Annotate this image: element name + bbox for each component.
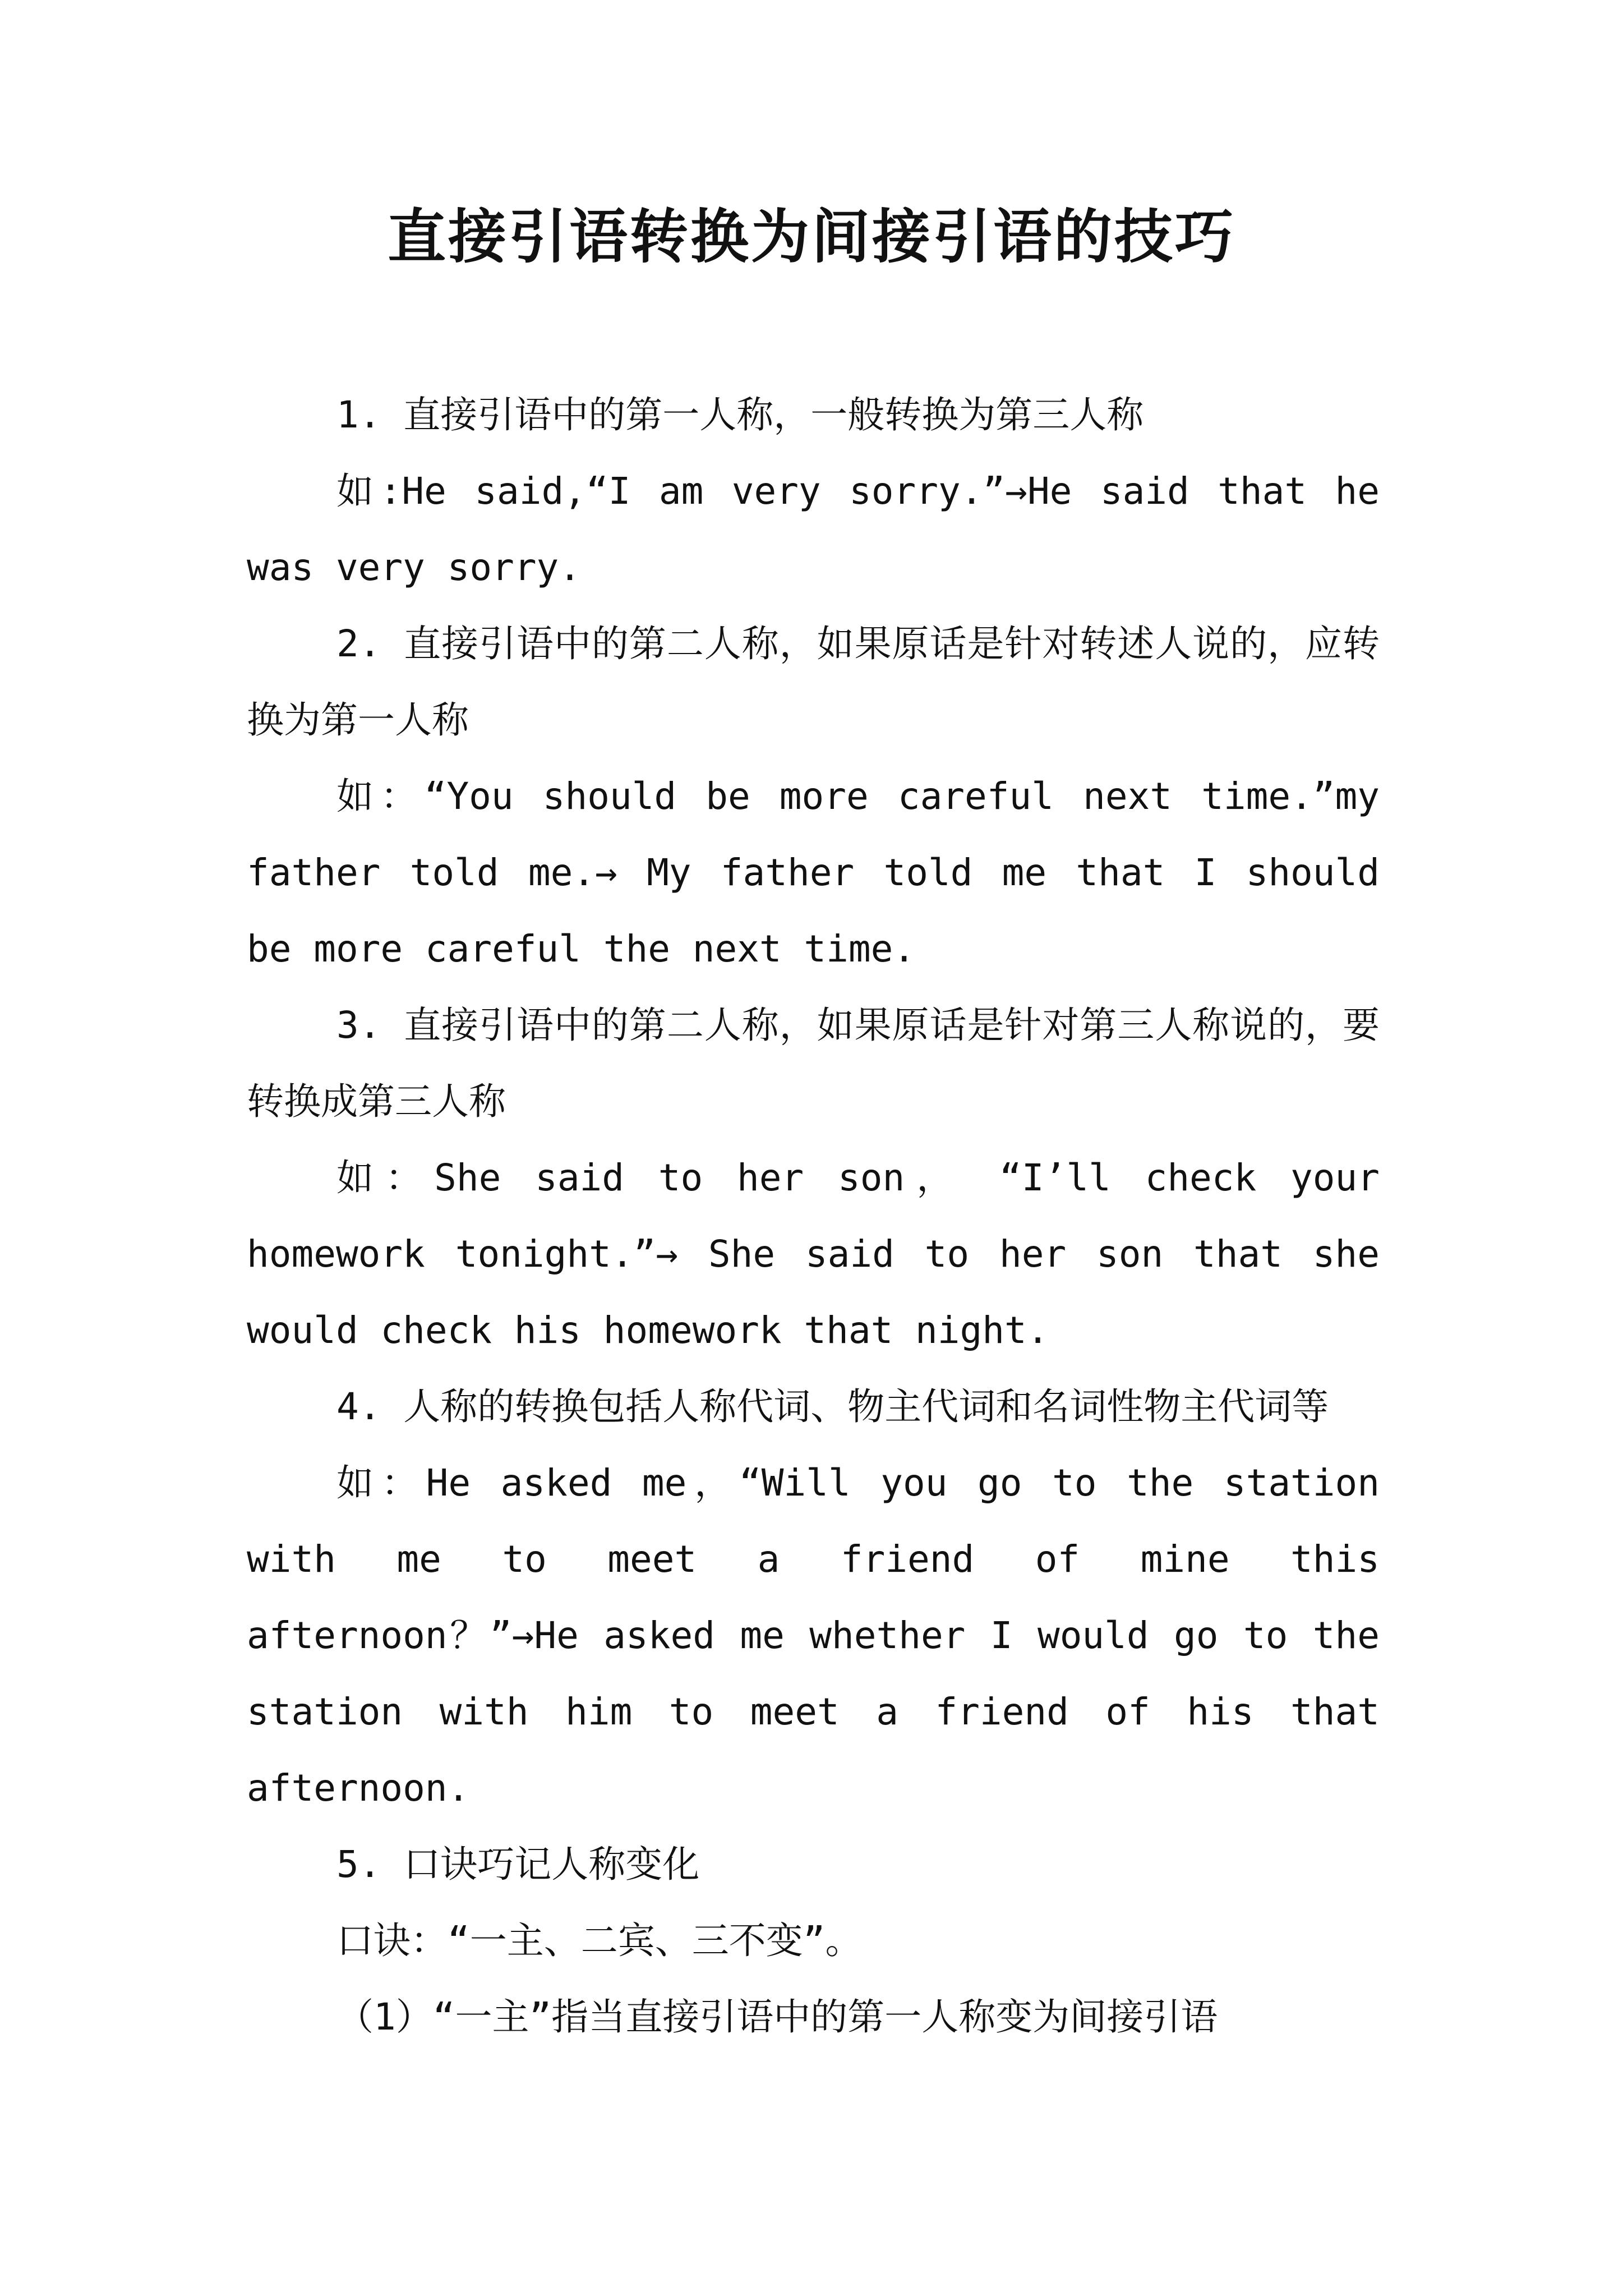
rule-3-example: 如：She said to her son， “I’ll check your homework tonight.”→ She said to her son that she would check his homework that night. bbox=[247, 1156, 1380, 1352]
rule-3-heading: 3. 直接引语中的第二人称，如果原话是针对第三人称说的，要转换成第三人称 bbox=[247, 1004, 1380, 1123]
rule-2-example: 如：“You should be more careful next time.”my father told me.→ My father told me that I should be more careful the next time. bbox=[247, 775, 1380, 970]
document-body bbox=[247, 377, 1380, 2055]
mnemonic-line: 口诀：“一主、二宾、三不变”。 bbox=[336, 1919, 863, 1962]
mnemonic-item-1: （1）“一主”指当直接引语中的第一人称变为间接引语 bbox=[336, 1995, 1218, 2039]
document-title: 直接引语转换为间接引语的技巧 bbox=[387, 202, 1235, 271]
rule-4-example: 如：He asked me，“Will you go to the station with me to meet a friend of mine this afternoon？”→He asked me whether I would go to the station with him to meet a friend of his that afternoon. bbox=[247, 1461, 1380, 1810]
rule-2-heading: 2. 直接引语中的第二人称，如果原话是针对转述人说的，应转换为第一人称 bbox=[247, 622, 1380, 742]
rule-1-heading: 1. 直接引语中的第一人称，一般转换为第三人称 bbox=[336, 393, 1144, 436]
rule-1-example: 如:He said,“I am very sorry.”→He said that he was very sorry. bbox=[247, 470, 1380, 589]
rule-4-heading: 4. 人称的转换包括人称代词、物主代词和名词性物主代词等 bbox=[336, 1385, 1329, 1428]
rule-5-heading: 5. 口诀巧记人称变化 bbox=[336, 1843, 700, 1886]
